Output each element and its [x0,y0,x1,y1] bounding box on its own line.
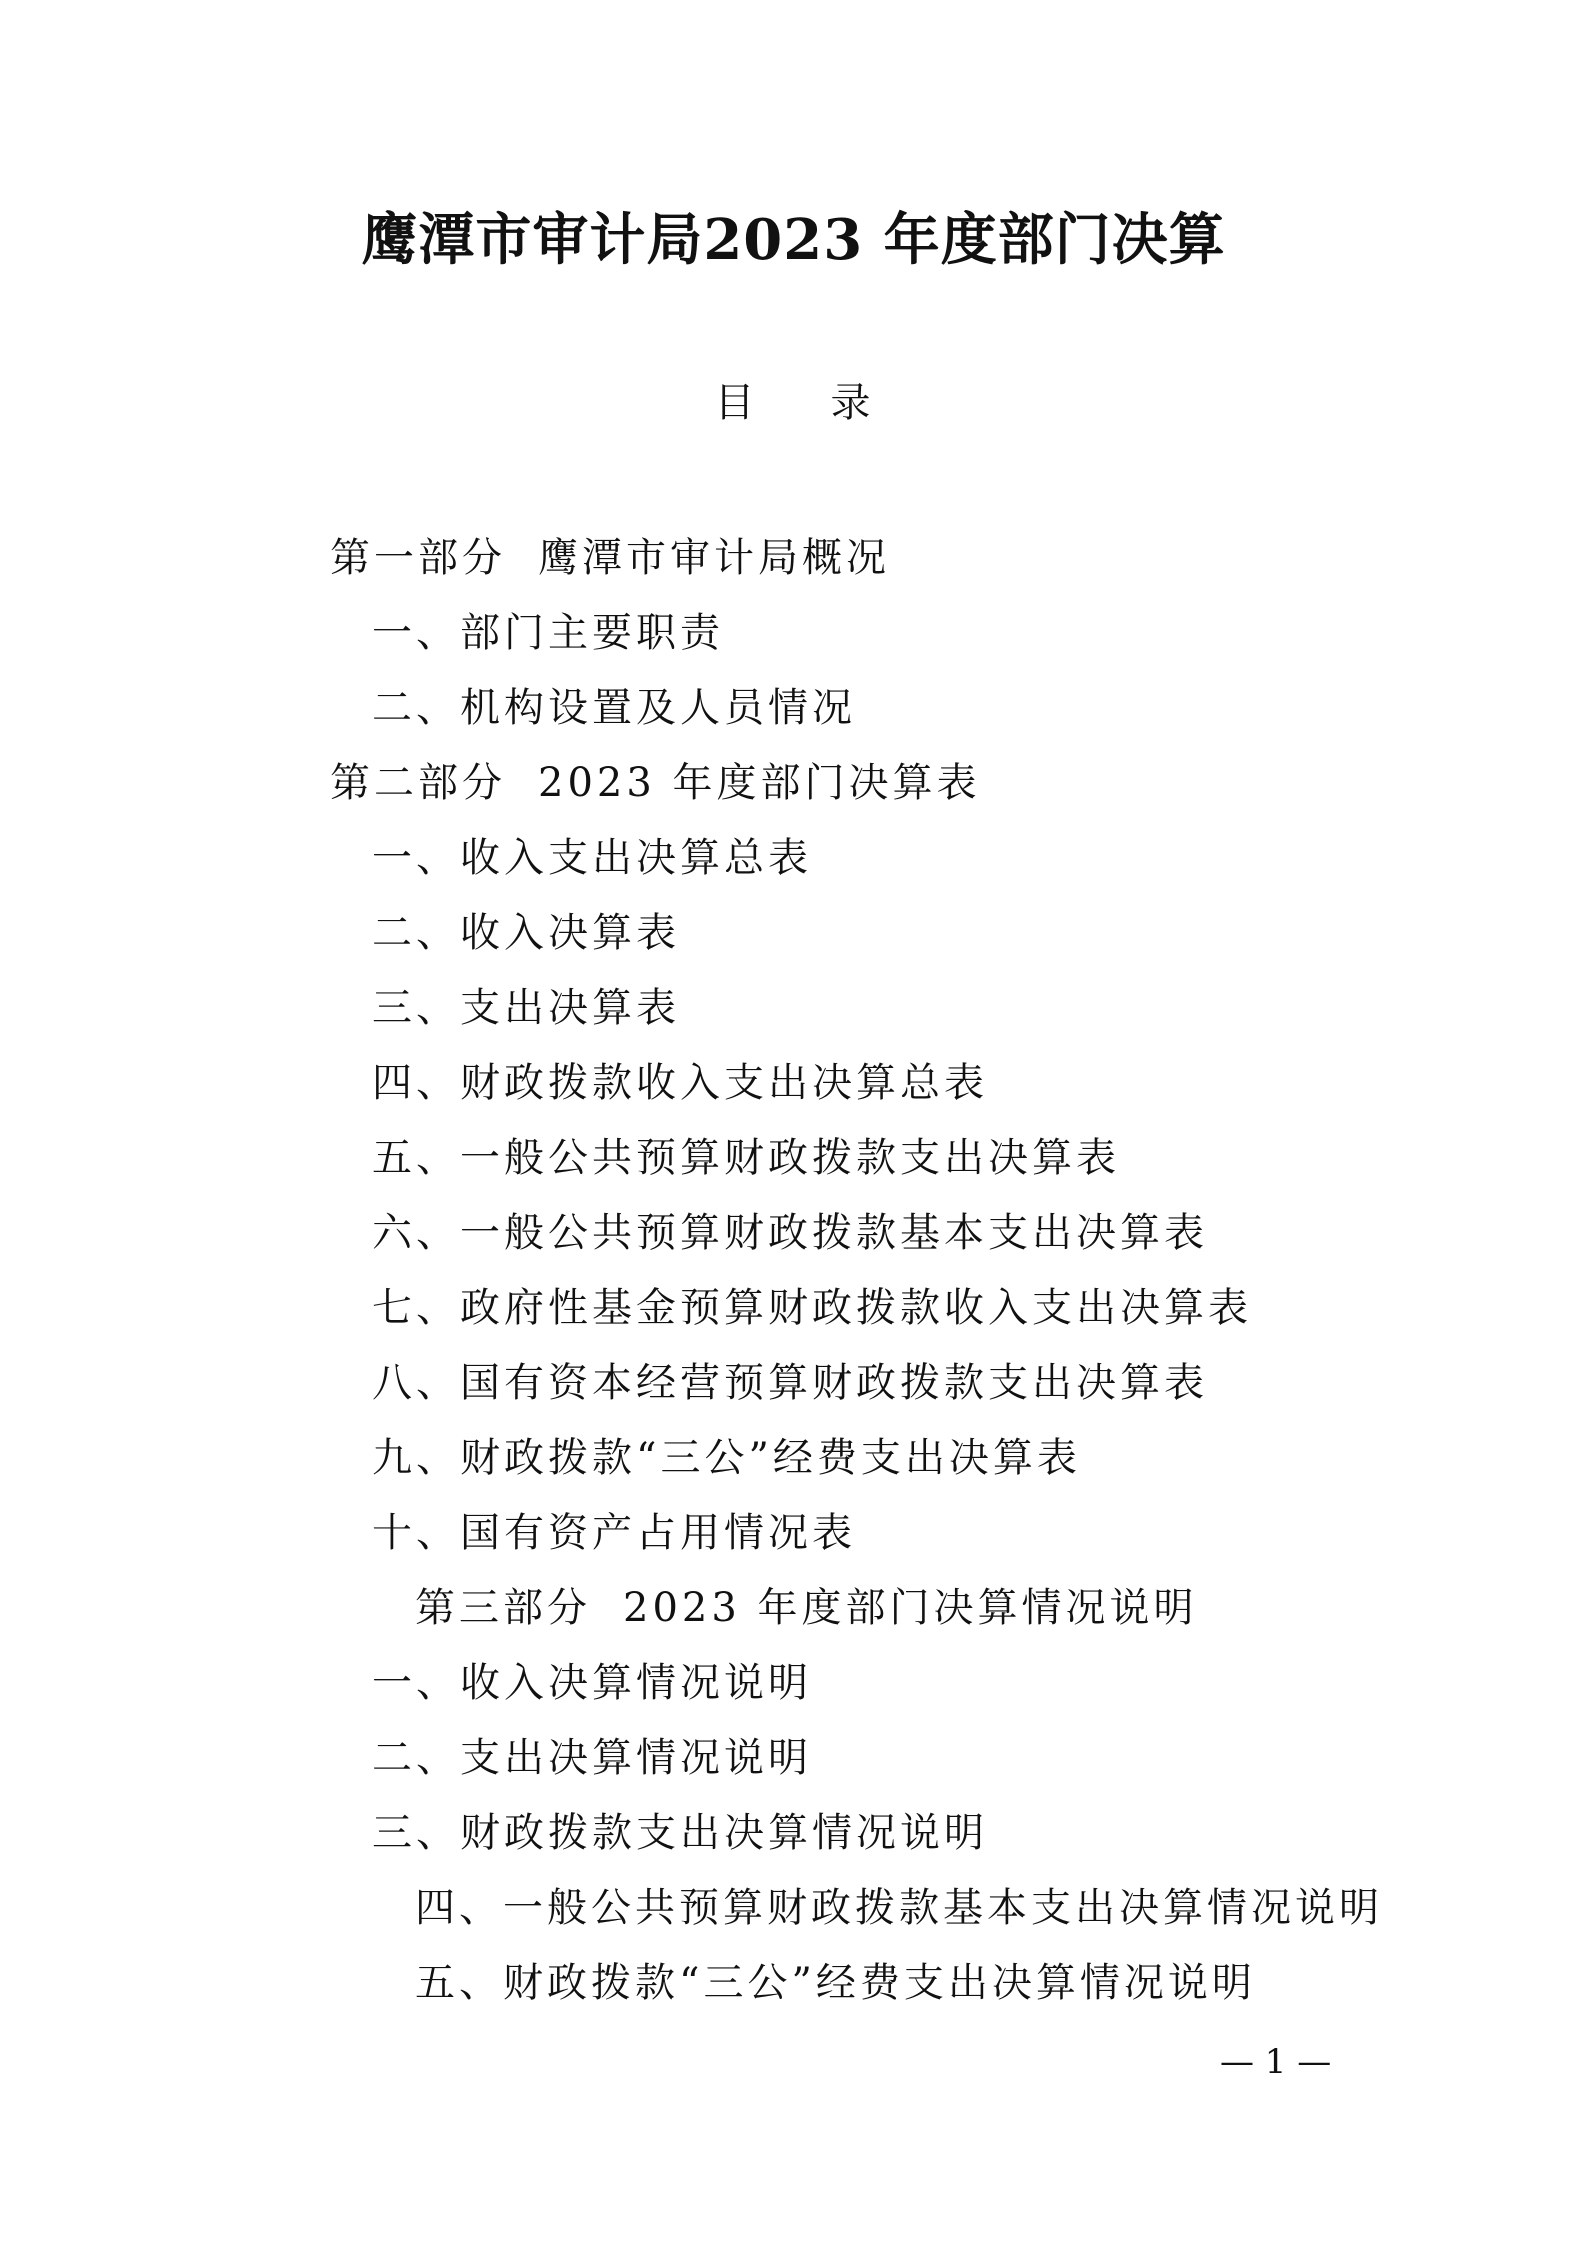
toc-part-label: 第二部分 [330,760,506,806]
toc-item[interactable]: 二、机构设置及人员情况 [372,685,856,731]
toc-part-heading[interactable] [415,1580,1198,1636]
toc-item[interactable]: 二、支出决算情况说明 [372,1735,812,1781]
toc-item[interactable]: 七、政府性基金预算财政拨款收入支出决算表 [372,1285,1252,1331]
toc-part-label: 第三部分 [415,1585,591,1631]
toc-heading [0,375,1587,431]
toc-item[interactable]: 八、国有资本经营预算财政拨款支出决算表 [372,1360,1208,1406]
toc-item[interactable]: 二、收入决算表 [372,910,680,956]
toc-item[interactable]: 十、国有资产占用情况表 [372,1510,856,1556]
toc-part-heading[interactable] [330,755,981,811]
toc-item[interactable]: 一、收入决算情况说明 [372,1660,812,1706]
toc-item[interactable]: 九、财政拨款“三公”经费支出决算表 [372,1435,1081,1481]
page-number: — 1 — [1220,2042,1332,2082]
toc-part-label: 第一部分 [330,535,506,581]
toc-item[interactable]: 三、支出决算表 [372,985,680,1031]
toc-item[interactable]: 三、财政拨款支出决算情况说明 [372,1810,988,1856]
toc-item[interactable]: 四、一般公共预算财政拨款基本支出决算情况说明 [415,1885,1383,1931]
toc-item[interactable]: 六、一般公共预算财政拨款基本支出决算表 [372,1210,1208,1256]
toc-part-title: 2023 年度部门决算情况说明 [623,1585,1198,1631]
document-title: 鹰潭市审计局2023 年度部门决算 [361,207,1226,273]
toc-part-title: 鹰潭市审计局概况 [538,535,890,581]
toc-item[interactable]: 四、财政拨款收入支出决算总表 [372,1060,988,1106]
toc-item[interactable]: 一、收入支出决算总表 [372,835,812,881]
toc-item[interactable]: 一、部门主要职责 [372,610,724,656]
toc-heading-left: 目 [714,380,757,426]
toc-part-heading[interactable] [330,530,890,586]
toc-item[interactable]: 五、一般公共预算财政拨款支出决算表 [372,1135,1120,1181]
toc-part-title: 2023 年度部门决算表 [538,760,981,806]
toc-item[interactable]: 五、财政拨款“三公”经费支出决算情况说明 [415,1960,1256,2006]
toc-heading-right: 录 [830,380,873,426]
